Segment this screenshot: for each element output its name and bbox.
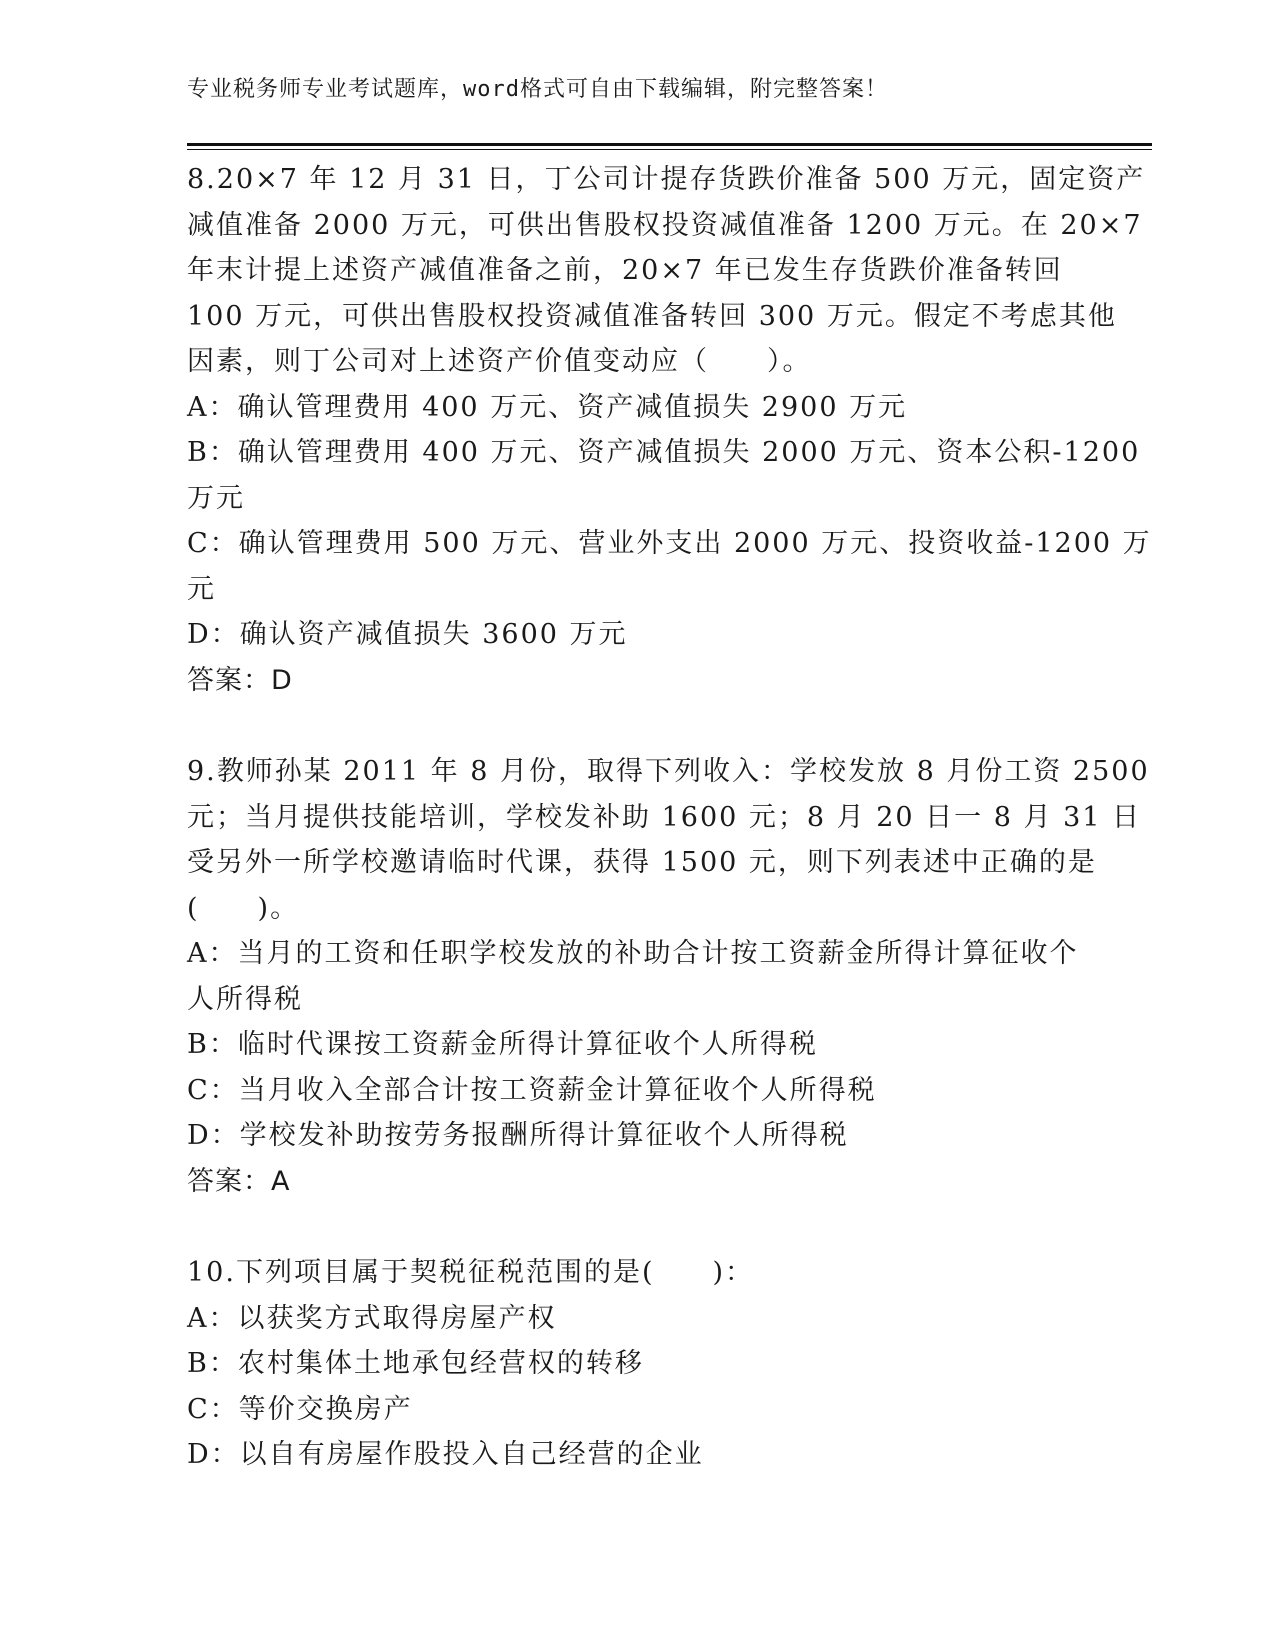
question-text-line: 10.下列项目属于契税征税范围的是( )： [187,1257,755,1288]
answer-label: 答案：D [187,664,293,696]
option-c: C：确认管理费用 500 万元、营业外支出 2000 万元、投资收益-1200 万 [187,528,1152,559]
question-text-line: 8.20×7 年 12 月 31 日，丁公司计提存货跌价准备 500 万元，固定资产 [187,164,1146,195]
question-9 [187,749,1150,1204]
option-a: A：确认管理费用 400 万元、资产减值损失 2900 万元 [187,391,908,423]
option-c: C：当月收入全部合计按工资薪金计算征收个人所得税 [187,1074,877,1106]
option-d: D：以自有房屋作股投入自己经营的企业 [187,1439,704,1470]
question-text-line: 年末计提上述资产减值准备之前，20×7 年已发生存货跌价准备转回 [187,255,1063,286]
option-d: D：学校发补助按劳务报酬所得计算征收个人所得税 [187,1120,849,1151]
question-text-line: 元；当月提供技能培训，学校发补助 1600 元；8 月 20 日一 8 月 31 日 [187,801,1142,833]
option-a-continued: 人所得税 [187,983,303,1015]
header-divider-thin [187,149,1152,150]
header-divider-thick [187,143,1152,146]
option-b-continued: 万元 [187,482,245,514]
option-b: B：临时代课按工资薪金所得计算征收个人所得税 [187,1029,818,1060]
answer-label: 答案：A [187,1165,291,1197]
question-list [187,157,1152,1478]
question-text-line: ( )。 [187,892,300,924]
question-text-line: 9.教师孙某 2011 年 8 月份，取得下列收入：学校发放 8 月份工资 2500 [187,756,1150,787]
option-a: A：当月的工资和任职学校发放的补助合计按工资薪金所得计算征收个 [187,938,1079,969]
page-header: 专业税务师专业考试题库，word格式可自由下载编辑，附完整答案！ [187,77,888,102]
question-text-line: 减值准备 2000 万元，可供出售股权投资减值准备 1200 万元。在 20×7 [187,209,1143,241]
question-text-line: 因素，则丁公司对上述资产价值变动应（ ）。 [187,346,812,377]
option-d: D：确认资产减值损失 3600 万元 [187,619,628,650]
question-text-line: 100 万元，可供出售股权投资减值准备转回 300 万元。假定不考虑其他 [187,300,1117,332]
question-text-line: 受另外一所学校邀请临时代课，获得 1500 元，则下列表述中正确的是 [187,847,1097,878]
question-10 [187,1250,1087,1478]
option-b: B：农村集体土地承包经营权的转移 [187,1348,644,1379]
option-c: C：等价交换房产 [187,1393,413,1425]
question-8 [187,157,1152,703]
option-a: A：以获奖方式取得房屋产权 [187,1302,557,1334]
option-c-continued: 元 [187,573,216,605]
option-b: B：确认管理费用 400 万元、资产减值损失 2000 万元、资本公积-1200 [187,437,1141,468]
